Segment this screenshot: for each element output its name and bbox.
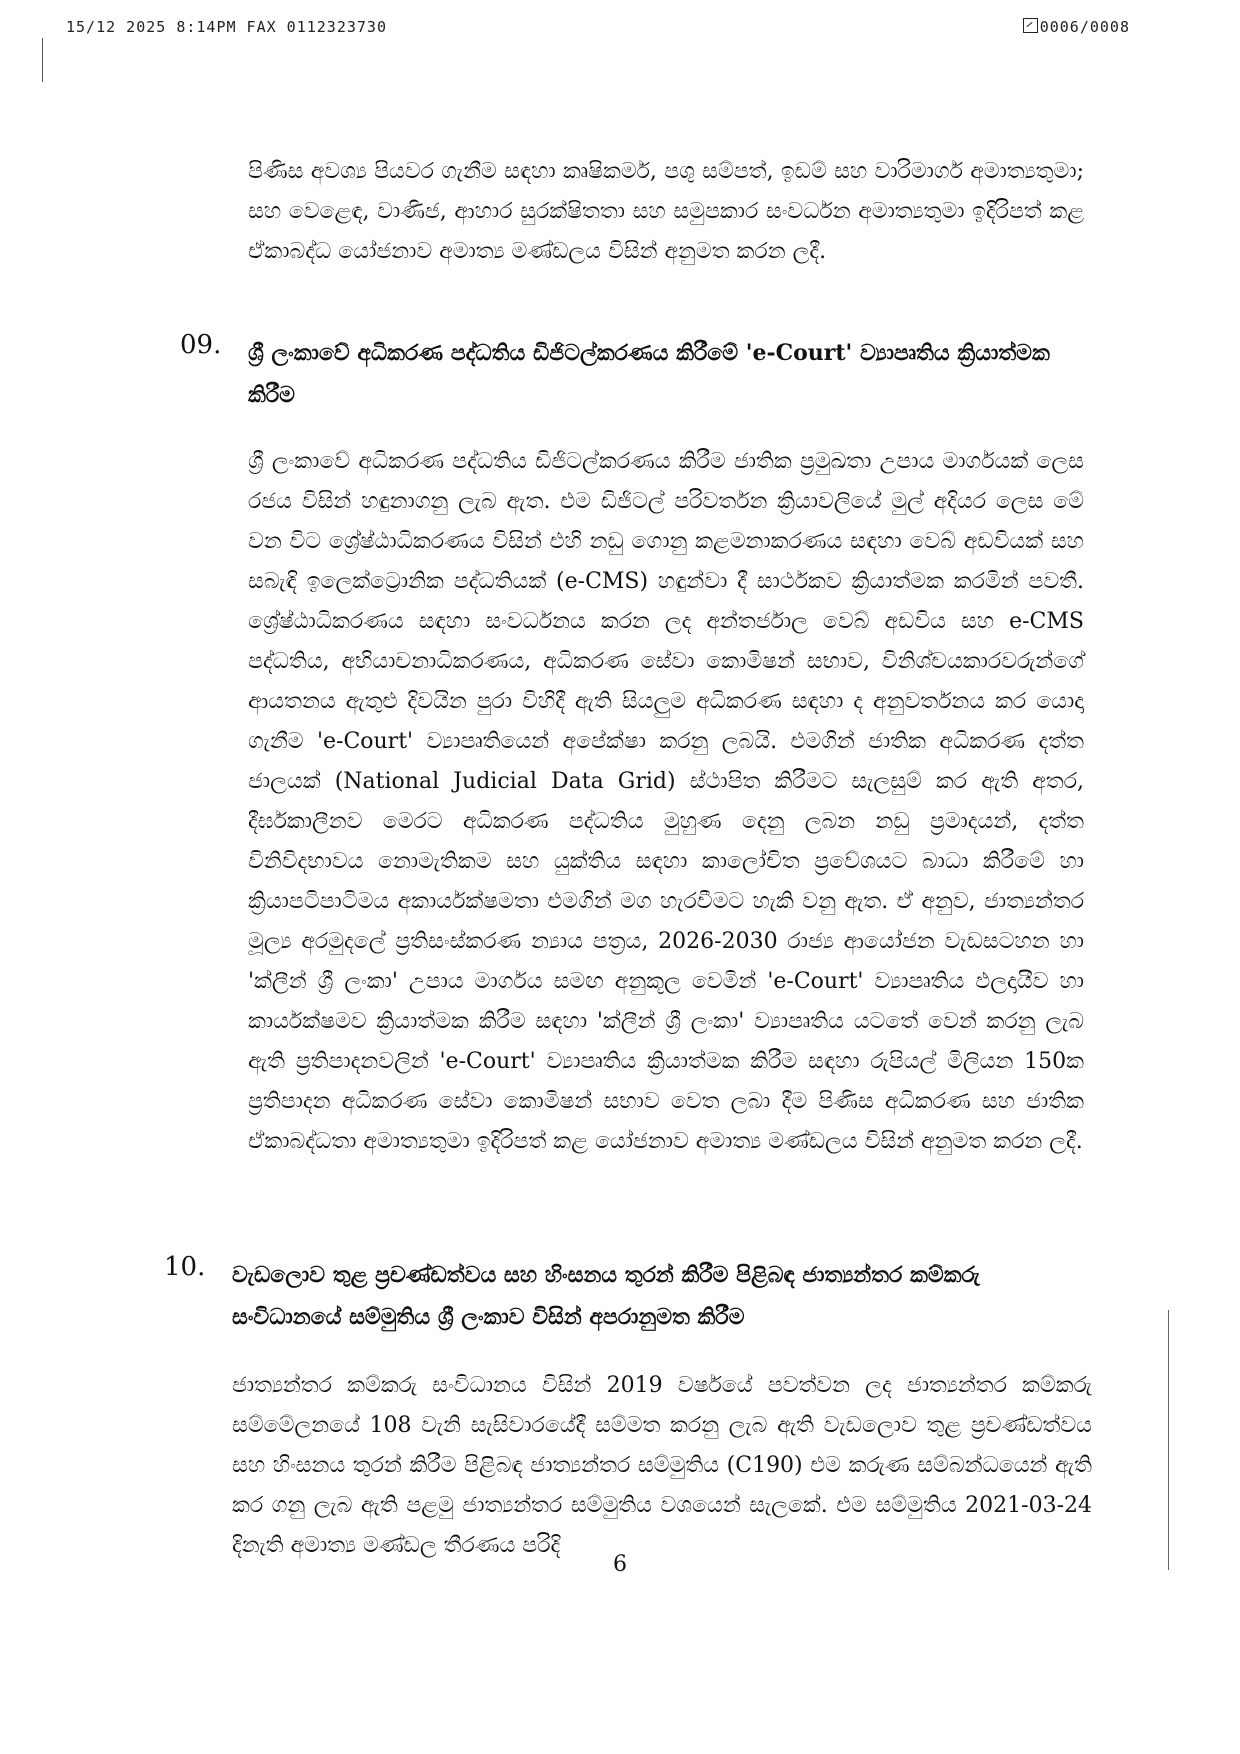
intro-paragraph-text: පිණිස අවශ්‍ය පියවර ගැනීම සඳහා කෘෂිකර්ම, පශු සම්පත්, ඉඩම් සහ වාරිමාර්ග අමාත්‍යතුමා; සහ වෙළෙඳ, වාණිජ, ආහාර සුරක්ෂිතතා සහ සමුපකාර සංවර්ධන අමාත්‍යතුමා ඉදිරිපත් කළ ඒකාබද්ධ යෝජනාව අමාත්‍ය මණ්ඩලය විසින් අනුමත කරන ලදී. (248, 159, 1084, 264)
margin-mark-right (1168, 1310, 1169, 1570)
section-09-number: 09. (180, 330, 222, 360)
fax-header-left: 15/12 2025 8:14PM FAX 0112323730 (66, 18, 387, 36)
fax-checkbox-icon (1023, 18, 1038, 33)
section-10-heading: වැඩලොව තුළ ප්‍රචණ්ඩත්වය සහ හිංසනය තුරන් කිරීම පිළිබඳ ජාත්‍යන්තර කම්කරු සංවිධානයේ සම්මුතිය ශ්‍රී ලංකාව විසින් අපරානුමත කිරීම (232, 1262, 980, 1330)
section-09-body-text: ශ්‍රී ලංකාවේ අධිකරණ පද්ධතිය ඩිජිටල්කරණය කිරීම ජාතික ප්‍රමුඛතා උපාය මාර්ගයක් ලෙස රජය විසින් හඳුනාගනු ලැබ ඇත. එම ඩිජිටල් පරිවර්තන ක්‍රියාවලියේ මුල් අදියර ලෙස මේ වන විට ශ්‍රේෂ්ඨාධිකරණය විසින් එහි නඩු ගොනු කළමනාකරණය සඳහා වෙබ් අඩවියක් සහ සබැඳි ඉලෙක්ට්‍රොනික පද්ධතියක් (e-CMS) හඳුන්වා දී සාර්ථකව ක්‍රියාත්මක කරමින් පවතී. ශ්‍රේෂ්ඨාධිකරණය සඳහා සංවර්ධනය කරන ලද අන්තර්ජාල වෙබ් අඩවිය සහ e-CMS පද්ධතිය, අභියාචනාධිකරණය, අධිකරණ සේවා කොමිෂන් සභාව, විනිශ්චයකාරවරුන්ගේ ආයතනය ඇතුළු දිවයින පුරා විහිදී ඇති සියලුම අධිකරණ සඳහා ද අනුවර්තනය කර යොදා ගැනීම 'e-Court' ව්‍යාපෘතියෙන් අපේක්ෂා කරනු ලබයි. එමගින් ජාතික අධිකරණ දත්ත ජාලයක් (National Judicial Data Grid) ස්ථාපිත කිරීමට සැලසුම් කර ඇති අතර, දීර්ඝකාලීනව මෙරට අධිකරණ පද්ධතිය මුහුණ දෙනු ලබන නඩු ප්‍රමාදයන්, දත්ත විනිවිදභාවය නොමැතිකම සහ යුක්තිය සඳහා කාලෝචිත ප්‍රවේශයට බාධා කිරීමේ හා ක්‍රියාපටිපාටිමය අකාර්යක්ෂමතා එමගින් මග හැරවීමට හැකි වනු ඇත. ඒ අනුව, ජාත්‍යන්තර මූල්‍ය අරමුදලේ ප්‍රතිසංස්කරණ න්‍යාය පත්‍රය, 2026-2030 රාජ්‍ය ආයෝජන වැඩසටහන හා 'ක්ලීන් ශ්‍රී ලංකා' උපාය මාර්ගය සමඟ අනුකූල වෙමින් 'e-Court' ව්‍යාපෘතිය ඵලදායීව හා කාර්යක්ෂමව ක්‍රියාත්මක කිරීම සඳහා 'ක්ලීන් ශ්‍රී ලංකා' ව්‍යාපෘතිය යටතේ වෙන් කරනු ලැබ ඇති ප්‍රතිපාදනවලින් 'e-Court' ව්‍යාපෘතිය ක්‍රියාත්මක කිරීම සඳහා රුපියල් මිලියන 150ක ප්‍රතිපාදන අධිකරණ සේවා කොමිෂන් සභාව වෙත ලබා දීම පිණිස අධිකරණ සහ ජාතික ඒකාබද්ධතා අමාත්‍යතුමා ඉදිරිපත් කළ යෝජනාව අමාත්‍ය මණ්ඩලය විසින් අනුමත කරන ලදී. (248, 449, 1084, 1154)
section-10-body (232, 1366, 1092, 1566)
intro-paragraph (248, 152, 1084, 272)
section-09-body (248, 442, 1084, 1162)
section-10-number: 10. (164, 1252, 206, 1282)
fax-page-counter: 0006/0008 (1039, 18, 1130, 36)
page-number: 6 (613, 1552, 627, 1577)
section-10-body-text: ජාත්‍යන්තර කම්කරු සංවිධානය විසින් 2019 වර්ෂයේ පවත්වන ලද ජාත්‍යන්තර කම්කරු සම්මේලනයේ 108 වැනි සැසිවාරයේදී සම්මත කරනු ලැබ ඇති වැඩලොව තුළ ප්‍රචණ්ඩත්වය සහ හිංසනය තුරන් කිරීම පිළිබඳ ජාත්‍යන්තර සම්මුතිය (C190) එම කරුණ සම්බන්ධයෙන් ඇති කර ගනු ලැබ ඇති පළමු ජාත්‍යන්තර සම්මුතිය වශයෙන් සැලකේ. එම සම්මුතිය 2021-03-24 දිනැති අමාත්‍ය මණ්ඩල තීරණය පරිදි (232, 1373, 1092, 1558)
margin-mark-left (42, 38, 43, 82)
fax-header (66, 18, 1130, 44)
fax-header-right (1023, 18, 1130, 36)
section-09-heading: ශ්‍රී ලංකාවේ අධිකරණ පද්ධතිය ඩිජිටල්කරණය කිරීමේ 'e-Court' ව්‍යාපෘතිය ක්‍රියාත්මක කිරීම (248, 340, 1050, 408)
